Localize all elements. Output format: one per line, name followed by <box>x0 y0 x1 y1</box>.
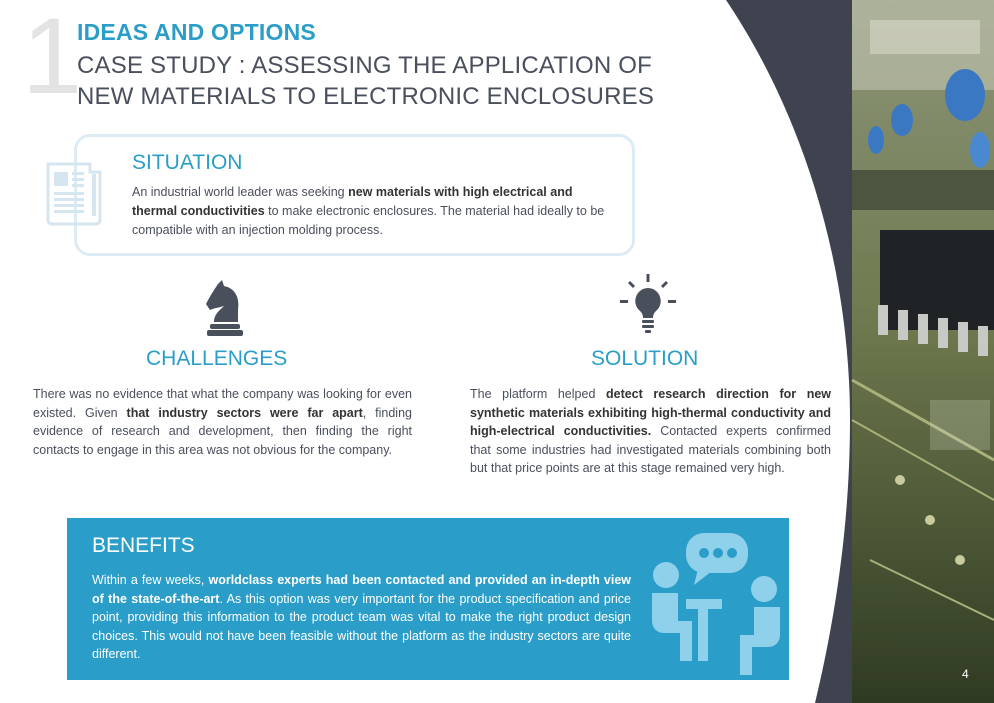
chess-knight-icon <box>204 280 244 336</box>
solution-title: SOLUTION <box>591 347 699 370</box>
document-icon <box>46 160 104 226</box>
page-title: IDEAS AND OPTIONS <box>77 19 316 45</box>
benefits-text: Within a few weeks, worldclass experts had been contacted and provided an in-depth view of the state-of-the-art. As this option was very important for the product specification and price point, providing this information to the product team was vital to make the right product design choices. This would not have been feasible without the platform as the industry sectors are quite different. <box>92 573 631 661</box>
situation-text: An industrial world leader was seeking new materials with high electrical and thermal conductivities to make electronic enclosures. The material had ideally to be compatible with an injection molding process. <box>132 185 605 237</box>
benefits-title: BENEFITS <box>92 534 195 557</box>
page-number: 4 <box>962 667 969 681</box>
solution-text: The platform helped detect research direction for new synthetic materials exhibiting high-thermal conductivity and high-electrical conductivities. Contacted experts confirmed that some industries had investigated materials combining both but that price points are at this stage remained very high. <box>470 387 832 475</box>
lightbulb-icon <box>618 274 678 334</box>
page-subtitle: CASE STUDY : ASSESSING THE APPLICATION OF NEW MATERIALS TO ELECTRONIC ENCLOSURES <box>77 52 655 110</box>
situation-title: SITUATION <box>132 151 243 174</box>
people-chat-icon <box>646 527 786 677</box>
challenges-text: There was no evidence that what the company was looking for even existed. Given that industry sectors were far apart, finding evidence of research and development, then finding the right contacts to engage in this area was not obvious for the company. <box>33 387 412 457</box>
challenges-title: CHALLENGES <box>146 347 288 370</box>
section-number: 1 <box>22 0 83 116</box>
